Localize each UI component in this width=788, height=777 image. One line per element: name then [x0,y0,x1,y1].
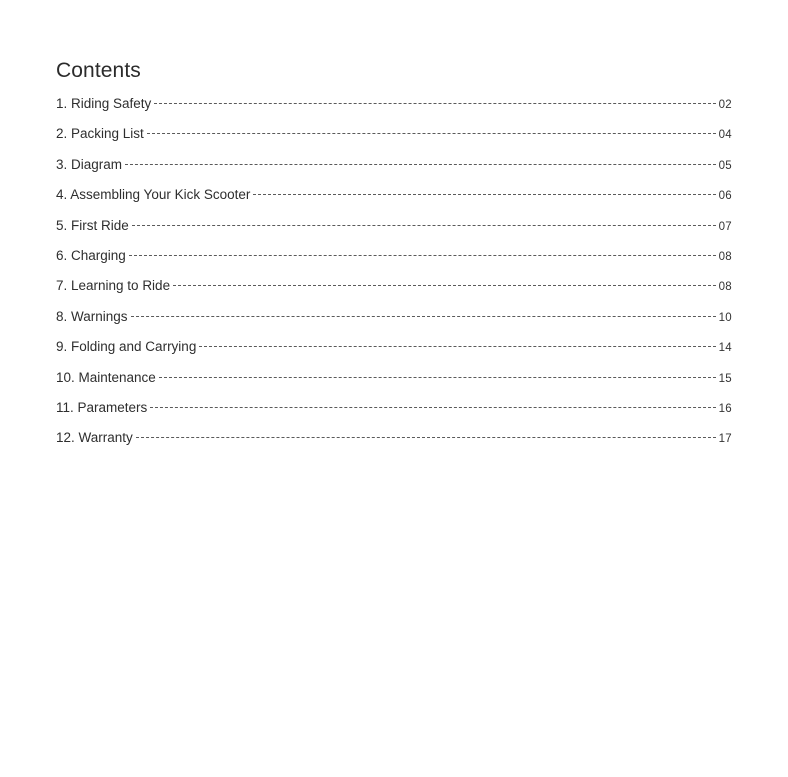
dotted-leader [173,285,716,286]
page-title: Contents [56,59,141,82]
toc-entry-diagram[interactable] [56,157,732,187]
toc-entry-label: 7. Learning to Ride [56,278,171,294]
dotted-leader [129,255,716,256]
dotted-leader [154,103,715,104]
toc-page-number: 15 [718,372,732,385]
toc-page-number: 06 [718,190,732,203]
dotted-leader [253,194,715,195]
toc-entry-label: 5. First Ride [56,217,129,233]
toc-entry-label: 1. Riding Safety [56,96,152,111]
toc-entry-label: 11. Parameters [56,399,148,415]
toc-page-number: 08 [718,250,732,263]
toc-entry-parameters[interactable] [56,400,732,430]
toc-page-number: 14 [718,342,732,355]
toc-page-number: 07 [718,220,732,233]
dotted-leader [199,346,715,347]
toc-entry-label: 10. Maintenance [56,369,156,385]
toc-entry-label: 3. Diagram [56,156,123,172]
toc-entry-riding-safety[interactable] [56,96,732,126]
toc-entry-charging[interactable] [56,248,732,278]
dotted-leader [125,164,716,165]
dotted-leader [132,225,716,226]
dotted-leader [150,407,715,408]
toc-entry-label: 6. Charging [56,247,126,263]
toc-entry-warranty[interactable] [56,430,732,460]
toc-entry-folding-carrying[interactable] [56,339,732,369]
table-of-contents [56,96,732,461]
toc-page-number: 04 [718,129,732,142]
toc-entry-label: 2. Packing List [56,126,144,142]
toc-page-number: 17 [718,433,732,446]
toc-entry-first-ride[interactable] [56,218,732,248]
toc-entry-assembling[interactable] [56,187,732,217]
toc-entry-label: 9. Folding and Carrying [56,339,197,355]
toc-page-number: 10 [718,311,732,324]
dotted-leader [147,133,716,134]
toc-entry-warnings[interactable] [56,309,732,339]
toc-entry-label: 12. Warranty [56,430,133,446]
dotted-leader [159,377,716,378]
toc-page-number: 02 [718,99,732,111]
toc-entry-label: 8. Warnings [56,308,128,324]
toc-page-number: 05 [718,159,732,172]
dotted-leader [136,437,716,438]
toc-entry-label: 4. Assembling Your Kick Scooter [56,187,251,203]
dotted-leader [131,316,716,317]
toc-entry-maintenance[interactable] [56,370,732,400]
toc-page-number: 16 [718,402,732,415]
toc-entry-learning-to-ride[interactable] [56,278,732,308]
toc-page-number: 08 [718,281,732,294]
toc-entry-packing-list[interactable] [56,126,732,156]
